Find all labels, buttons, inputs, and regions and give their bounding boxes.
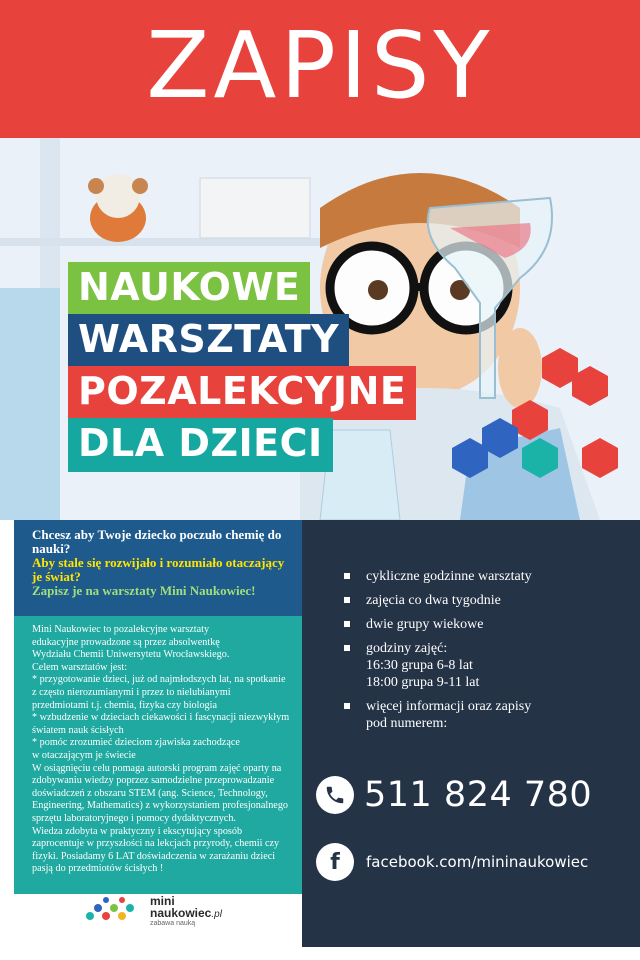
goal-1: * przygotowanie dzieci, już od najmłodszych lat, na spotkanie z często nierozumianymi i przez to nielubianymi przedmiotami t.j. chemia, fizyka czy biologia — [32, 674, 286, 711]
goals-title: Celem warsztatów jest: — [32, 661, 128, 673]
logo-name-line1: mini — [150, 894, 175, 908]
phone-contact[interactable] — [316, 773, 592, 817]
logo-suffix: .pl — [211, 909, 222, 920]
logo-name-line2: naukowiec — [150, 906, 212, 920]
logo-text — [150, 895, 222, 921]
logo-dots-icon — [84, 896, 142, 924]
description-intro: Mini Naukowiec to pozalekcyjne warsztaty edukacyjne prowadzone są przez absolwentkę Wydziału Chemii Uniwersytetu Wrocławskiego. — [32, 624, 230, 661]
questions-panel — [14, 520, 302, 616]
goal-2: * wzbudzenie w dzieciach ciekawości i fascynacji niezwykłym światem nauk ścisłych — [32, 712, 290, 736]
goal-3: * pomóc zrozumieć dzieciom zjawiska zachodzące w otaczającym je świecie — [32, 737, 240, 761]
facebook-contact[interactable] — [316, 842, 588, 882]
phone-icon — [316, 776, 354, 814]
info-list — [342, 568, 532, 739]
question-3: Zapisz je na warsztaty Mini Naukowiec! — [32, 583, 256, 598]
description-panel — [14, 616, 302, 894]
facebook-link[interactable]: facebook.com/mininaukowiec — [366, 853, 589, 871]
info-panel — [302, 520, 640, 947]
logo — [84, 892, 284, 932]
phone-number[interactable]: 511 824 780 — [364, 775, 593, 815]
banner-line-2: WARSZTATY — [68, 314, 349, 368]
question-1: Chcesz aby Twoje dziecko poczuło chemię do nauki? — [32, 527, 282, 556]
info-item-1: cykliczne godzinne warsztaty — [342, 568, 532, 585]
banner-line-4: DLA DZIECI — [68, 418, 333, 472]
info-item-3: dwie grupy wiekowe — [342, 616, 532, 633]
banner-line-1: NAUKOWE — [68, 262, 310, 316]
info-item-2: zajęcia co dwa tygodnie — [342, 592, 532, 609]
info-item-5: więcej informacji oraz zapisy pod numerem: — [342, 698, 532, 732]
banner-line-3: POZALEKCYJNE — [68, 366, 416, 420]
hero-photo — [0, 138, 640, 520]
page-title: ZAPISY — [146, 12, 494, 119]
closing-text: Wiedza zdobyta w praktyczny i ekscytujący sposób zaprocentuje w przyszłości na lekcjach przyrody, chemii czy fizyki. Posiadamy 6 LAT doświadczenia w zarażaniu dzieci pasją do przedmiotów ścisłych ! — [32, 825, 280, 875]
facebook-icon: f — [316, 843, 354, 881]
header — [0, 0, 640, 138]
info-item-4: godziny zajęć: 16:30 grupa 6-8 lat 18:00 grupa 9-11 lat — [342, 640, 532, 691]
logo-tagline: zabawa nauką — [150, 920, 196, 927]
question-2: Aby stale się rozwijało i rozumiało otaczający je świat? — [32, 555, 285, 584]
program-text: W osiągnięciu celu pomaga autorski program zajęć oparty na zdobywaniu wiedzy poprzez samodzielne przeprowadzanie doświadczeń z obszaru STEM (ang. Science, Technology, Engineering, Mathematics) z wykorzystaniem profesjonalnego sprzętu laboratoryjnego i pomocy dydaktycznych. — [32, 762, 289, 824]
